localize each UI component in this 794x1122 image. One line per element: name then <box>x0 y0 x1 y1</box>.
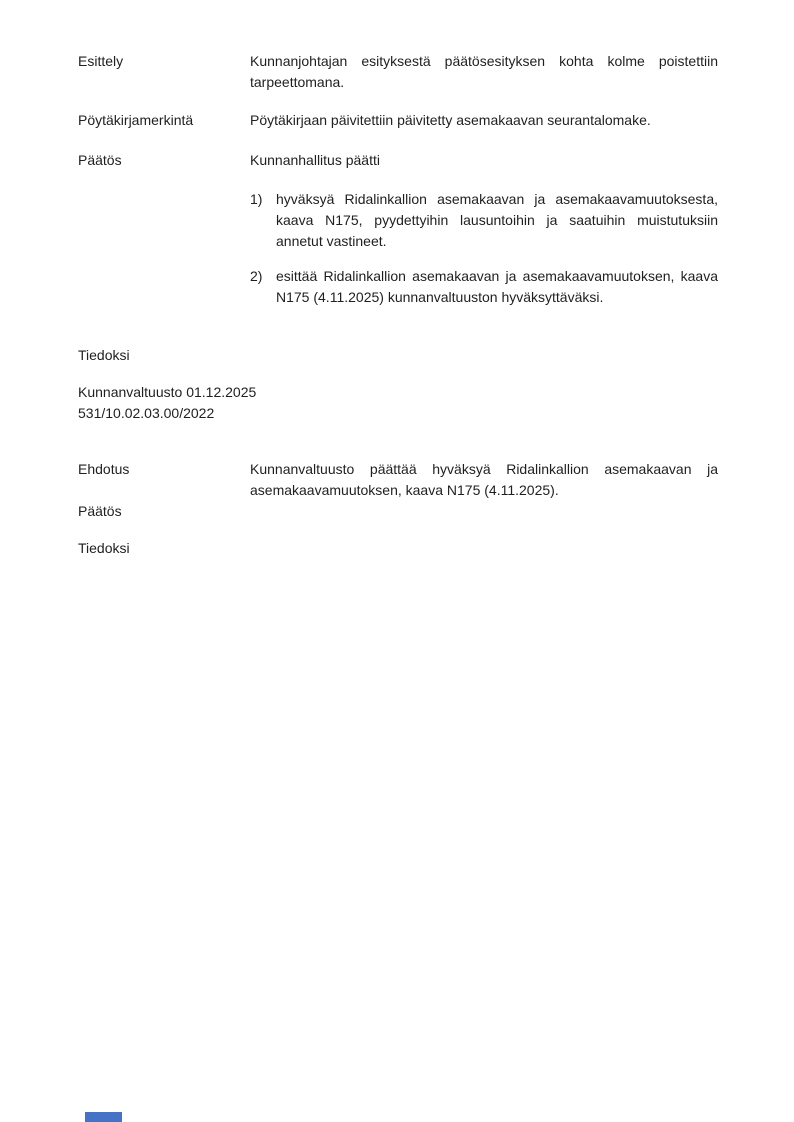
section-poytakirjamerkinta <box>78 110 718 131</box>
list-item-number: 2) <box>250 268 263 284</box>
list-item-text: hyväksyä Ridalinkallion asemakaavan ja asemakaavamuutoksesta, kaava N175, pyydettyihin lausuntoihin ja saatuihin muistutuksiin annetut vastineet. <box>276 191 718 249</box>
section-label: Päätös <box>78 152 122 168</box>
decision-list <box>250 189 718 308</box>
section-label-tiedoksi: Tiedoksi <box>78 540 130 556</box>
section-label-paatos: Päätös <box>78 503 122 519</box>
section-text: Pöytäkirjaan päivitettiin päivitetty asemakaavan seurantalomake. <box>250 112 651 128</box>
list-item-text: esittää Ridalinkallion asemakaavan ja asemakaavamuutoksen, kaava N175 (4.11.2025) kunnanvaltuuston hyväksyttäväksi. <box>276 268 718 305</box>
section-esittely <box>78 51 718 93</box>
list-item-number: 1) <box>250 191 263 207</box>
reference-line-body: Kunnanvaltuusto 01.12.2025 <box>78 384 257 400</box>
list-item <box>250 266 718 308</box>
list-item <box>250 189 718 252</box>
section-label-tiedoksi: Tiedoksi <box>78 347 130 363</box>
section-text: Kunnanhallitus päätti <box>250 152 380 168</box>
section-text: Kunnanvaltuusto päättää hyväksyä Ridalinkallion asemakaavan ja asemakaavamuutoksen, kaava N175 (4.11.2025). <box>250 461 718 498</box>
reference-line-number: 531/10.02.03.00/2022 <box>78 405 215 421</box>
section-paatos <box>78 150 718 171</box>
section-label: Esittely <box>78 53 124 69</box>
reference-block <box>78 382 718 424</box>
section-ehdotus <box>78 459 718 501</box>
section-label: Ehdotus <box>78 461 130 477</box>
footer-accent-mark <box>85 1112 122 1122</box>
section-label: Pöytäkirjamerkintä <box>78 112 194 128</box>
section-text: Kunnanjohtajan esityksestä päätösesityksen kohta kolme poistettiin tarpeettomana. <box>250 53 718 90</box>
